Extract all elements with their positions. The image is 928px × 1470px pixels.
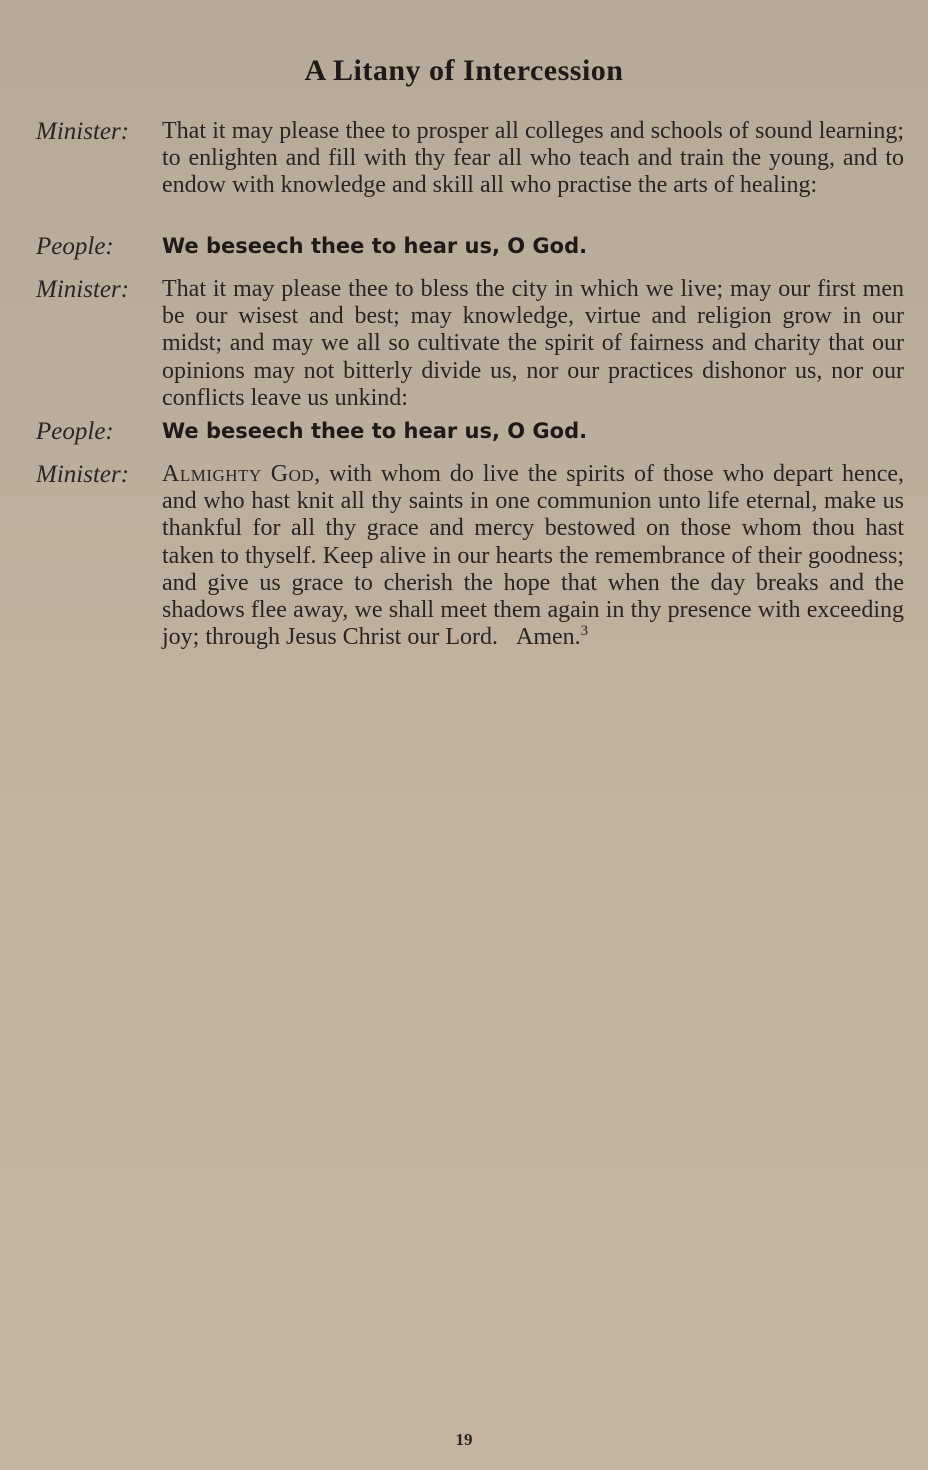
lead-word-god: God	[270, 461, 315, 487]
minister-text: That it may please thee to bless the city in which we live; may our first men be our wisest and best; may knowledge, virtue and religion grow in our midst; and may we all so cultivate the spirit of fairness and charity that our opinions may not bitterly divide us, nor our practices dishonor us, nor our conflicts leave us unkind:	[162, 276, 904, 411]
speaker-label: Minister:	[36, 118, 130, 145]
speaker-label: People:	[36, 418, 114, 445]
prayer-body: , with whom do live the spirits of those who depart hence, and who hast knit all thy saints in one communion unto life eternal, make us thankful for all thy grace and mercy bestowed on those whom thou hast taken to thyself. Keep alive in our hearts the remembrance of their goodness; and give us grace to cherish the hope that when the day breaks and the shadows flee away, we shall meet them again in thy presence with exceeding joy; through Jesus Christ our Lord.	[162, 461, 904, 651]
minister-prayer	[162, 461, 904, 651]
page-number: 19	[455, 1430, 473, 1449]
page-title: A Litany of Intercession	[304, 54, 624, 87]
lead-word-almighty: Almighty	[162, 461, 262, 487]
footnote-marker: 3	[580, 623, 589, 640]
amen: Amen.	[516, 624, 581, 651]
speaker-label: Minister:	[36, 461, 130, 488]
response-text: We beseech thee to hear us, O God.	[162, 419, 588, 443]
minister-text: That it may please thee to prosper all colleges and schools of sound learning; to enlighten and fill with thy fear all who teach and train the young, and to endow with knowledge and skill all who practise the arts of healing:	[162, 118, 904, 199]
response-text: We beseech thee to hear us, O God.	[162, 234, 588, 258]
speaker-label: People:	[36, 233, 114, 260]
speaker-label: Minister:	[36, 276, 130, 303]
